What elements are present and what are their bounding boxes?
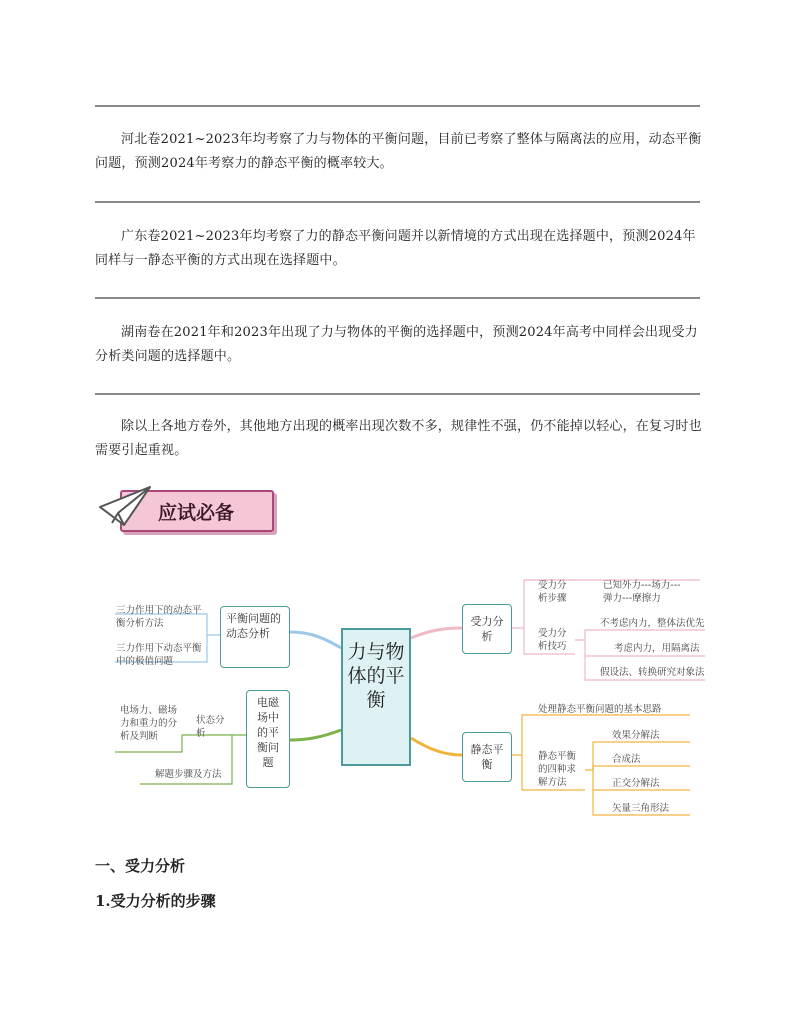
paragraph-guangdong: 广东卷2021~2023年均考察了力的静态平衡问题并以新情境的方式出现在选择题中，预测2024年同样与一静态平衡的方式出现在选择题中。 xyxy=(95,229,696,268)
leaf-orthogonal: 正交分解法 xyxy=(612,778,660,789)
section-heading: 一、受力分析 xyxy=(95,857,186,875)
node-static-balance: 静态平衡 xyxy=(462,732,512,782)
leaf-em-force-analysis: 电场力、磁场力和重力的分析及判断 xyxy=(120,705,178,742)
leaf-vector-triangle: 矢量三角形法 xyxy=(612,803,670,814)
divider-3 xyxy=(95,297,700,299)
leaf-skill-hypothesis: 假设法、转换研究对象法 xyxy=(600,667,705,678)
leaf-composition: 合成法 xyxy=(612,754,641,765)
leaf-force-steps-text: 已知外力---场力---弹力---摩擦力 xyxy=(603,580,681,604)
divider-1 xyxy=(95,105,700,107)
paragraph-hunan: 湖南卷在2021年和2023年出现了力与物体的平衡的选择题中，预测2024年高考中同样会出现受力分析类问题的选择题中。 xyxy=(95,325,698,364)
node-em-balance: 电磁场中的平衡问题 xyxy=(246,690,290,788)
leaf-effect-decomp: 效果分解法 xyxy=(612,730,660,741)
leaf-three-force-dynamic: 三力作用下的动态平衡分析方法 xyxy=(116,605,202,629)
leaf-three-force-extreme: 三力作用下动态平衡中的极值问题 xyxy=(116,643,202,667)
sub-heading: 1.受力分析的步骤 xyxy=(95,892,216,910)
leaf-force-skills: 受力分析技巧 xyxy=(538,628,567,652)
leaf-skill-whole: 不考虑内力，整体法优先 xyxy=(600,618,705,629)
leaf-state-analysis: 状态分析 xyxy=(196,715,225,739)
divider-2 xyxy=(95,201,700,203)
mindmap-center-node: 力与物体的平衡 xyxy=(341,628,411,766)
exam-essentials-badge xyxy=(98,485,278,535)
leaf-solving-steps: 解题步骤及方法 xyxy=(155,769,222,780)
leaf-four-methods: 静态平衡的四种求解方法 xyxy=(538,751,577,788)
paper-plane-icon xyxy=(98,485,158,533)
paragraph-hebei: 河北卷2021~2023年均考察了力与物体的平衡问题，目前已考察了整体与隔离法的应用，动态平衡问题，预测2024年考察力的静态平衡的概率较大。 xyxy=(95,132,702,171)
divider-4 xyxy=(95,393,700,395)
node-force-analysis: 受力分析 xyxy=(462,604,512,654)
paragraph-others: 除以上各地方卷外，其他地方出现的概率出现次数不多，规律性不强，仍不能掉以轻心，在复习时也需要引起重视。 xyxy=(95,419,702,458)
badge-label: 应试必备 xyxy=(158,502,235,524)
leaf-force-steps: 受力分析步骤 xyxy=(538,580,567,604)
leaf-skill-isolate: 考虑内力，用隔离法 xyxy=(614,643,700,654)
leaf-basic-approach: 处理静态平衡问题的基本思路 xyxy=(538,704,662,715)
node-dynamic-balance: 平衡问题的动态分析 xyxy=(220,606,290,668)
